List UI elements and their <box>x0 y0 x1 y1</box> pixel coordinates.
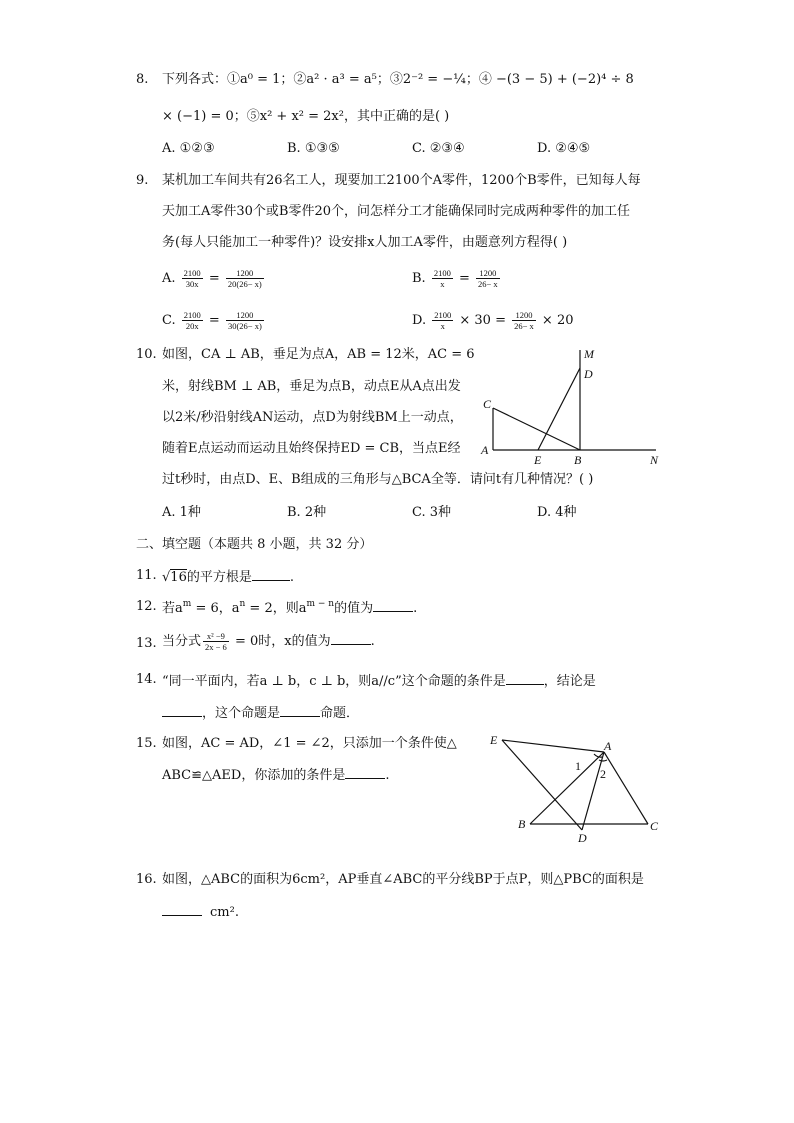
q10-line5: 过t秒时，由点D、E、B组成的三角形与△BCA全等．请问t有几种情况？( ) <box>162 472 594 487</box>
denominator: 2x − 6 <box>205 642 227 652</box>
label-c: C <box>483 397 492 411</box>
segment-ad <box>582 752 604 830</box>
q12-part-b: = 6，a <box>191 601 240 616</box>
q16-number: 16. <box>136 872 157 887</box>
numerator: 2100 <box>183 268 201 278</box>
fraction <box>182 268 203 289</box>
q16-line1: 如图，△ABC的面积为6cm²，AP垂直∠ABC的平分线BP于点P，则△PBC的面积是 <box>162 872 644 887</box>
answer-blank[interactable] <box>331 630 371 645</box>
fraction <box>476 268 500 289</box>
q12-end: . <box>413 601 418 616</box>
denominator: 30(26− x) <box>227 321 262 331</box>
operator: = <box>208 313 220 328</box>
q14-part-b: ，结论是 <box>543 674 596 689</box>
q10-line1: 如图，CA ⊥ AB，垂足为点A，AB = 12米，AC = 6 <box>162 347 475 362</box>
answer-blank-conclusion[interactable] <box>162 702 202 717</box>
option-label: D. <box>412 313 427 328</box>
q10-option-b[interactable]: B. 2种 <box>287 505 327 520</box>
answer-blank[interactable] <box>373 597 413 612</box>
q10-line2: 米，射线BM ⊥ AB，垂足为点B，动点E从A点出发 <box>162 379 461 394</box>
q14-line2 <box>162 702 359 724</box>
q9-option-d[interactable] <box>412 310 574 331</box>
q15-end: . <box>385 768 390 783</box>
q8-option-b[interactable]: B. ①③⑤ <box>287 141 340 156</box>
numerator: 1200 <box>226 310 264 321</box>
q9-line1: 某机加工车间共有26名工人，现要加工2100个A零件，1200个B零件，已知每人每 <box>162 173 641 188</box>
q12-part-a: 若a <box>162 601 183 616</box>
q13-part-a: 当分式 <box>162 634 202 649</box>
operator-tail: × 20 <box>541 313 574 328</box>
operator: = <box>208 271 220 286</box>
q11-text <box>162 566 294 588</box>
section-title: 二、填空题（本题共 8 小题，共 32 分） <box>136 537 373 552</box>
numerator: x² −9 <box>203 631 229 642</box>
answer-blank[interactable] <box>162 901 202 916</box>
segment-ea <box>502 740 604 752</box>
q8-line1: 下列各式：①a⁰ = 1；②a² · a³ = a⁵；③2⁻² = −¼；④ −(3 − 5) + (−2)⁴ ÷ 8 <box>162 72 634 87</box>
label-a: A <box>481 443 489 457</box>
q10-option-d[interactable]: D. 4种 <box>537 505 577 520</box>
q9-option-c[interactable] <box>162 310 266 331</box>
q9-number: 9. <box>136 173 149 188</box>
angle-mark-2 <box>599 760 607 761</box>
q8-line2: × (−1) = 0；⑤x² + x² = 2x²，其中正确的是( ) <box>162 109 450 124</box>
q9-option-a[interactable] <box>162 268 266 289</box>
label-angle-2: 2 <box>600 767 606 781</box>
q13-part-b: = 0时，x的值为 <box>230 634 331 649</box>
q14-line1 <box>162 670 596 692</box>
denominator: 20(26− x) <box>227 279 262 289</box>
numerator: 2100 <box>433 268 451 278</box>
q8-option-a[interactable]: A. ①②③ <box>162 141 215 156</box>
numerator: 2100 <box>183 310 201 320</box>
numerator: 1200 <box>512 310 536 321</box>
label-e: E <box>534 453 542 467</box>
label-angle-1: 1 <box>575 759 581 773</box>
q15-number: 15. <box>136 736 157 751</box>
q8-number: 8. <box>136 72 149 87</box>
option-label: C. <box>162 313 176 328</box>
q10-option-c[interactable]: C. 3种 <box>412 505 452 520</box>
exponent-m-minus-n: m − n <box>306 599 335 609</box>
q11-end: . <box>289 570 294 585</box>
q13-number: 13. <box>136 636 157 651</box>
q13-end: . <box>370 634 375 649</box>
q8-option-c[interactable]: C. ②③④ <box>412 141 465 156</box>
answer-blank[interactable] <box>345 764 385 779</box>
fraction <box>512 310 536 331</box>
q15-figure <box>486 730 666 848</box>
answer-blank-type[interactable] <box>280 702 320 717</box>
numerator: 2100 <box>434 310 452 320</box>
q11-body: 的平方根是 <box>186 570 252 585</box>
fraction <box>182 310 203 331</box>
label-n: N <box>650 453 659 467</box>
option-label: B. <box>412 271 426 286</box>
q12-part-c: = 2，则a <box>245 601 307 616</box>
q10-line3: 以2米/秒沿射线AN运动，点D为射线BM上一动点， <box>162 410 463 425</box>
label-b: B <box>574 453 582 467</box>
label-a: A <box>604 739 612 753</box>
q8-option-d[interactable]: D. ②④⑤ <box>537 141 591 156</box>
fraction <box>203 631 229 652</box>
denominator: 26− x <box>478 279 498 289</box>
denominator: 30x <box>185 279 199 289</box>
fraction <box>432 268 453 289</box>
answer-blank-condition[interactable] <box>506 670 544 685</box>
q9-line2: 天加工A零件30个或B零件20个，问怎样分工才能确保同时完成两种零件的加工任 <box>162 204 631 219</box>
numerator: 1200 <box>476 268 500 279</box>
q9-option-b[interactable] <box>412 268 502 289</box>
q12-part-d: 的值为 <box>334 601 374 616</box>
q10-number: 10. <box>136 347 157 362</box>
q9-line3: 务(每人只能加工一种零件)？设安排x人加工A零件，由题意列方程得( ) <box>162 235 568 250</box>
q15-line1: 如图，AC = AD，∠1 = ∠2，只添加一个条件使△ <box>162 736 457 751</box>
label-c: C <box>650 819 659 833</box>
q15-part-a: ABC≌△AED，你添加的条件是 <box>162 768 346 783</box>
numerator: 1200 <box>226 268 264 279</box>
q12-number: 12. <box>136 599 157 614</box>
exponent-m: m <box>182 599 192 609</box>
fraction <box>226 310 264 331</box>
option-label: A. <box>162 271 176 286</box>
label-d: D <box>584 367 593 381</box>
segment-ed <box>538 368 580 450</box>
denominator: 20x <box>185 321 199 331</box>
sqrt-sign: √ <box>162 570 171 585</box>
q16-unit: cm². <box>210 905 239 920</box>
q10-option-a[interactable]: A. 1种 <box>162 505 201 520</box>
label-m: M <box>584 347 594 361</box>
denominator: 26− x <box>514 321 534 331</box>
q16-line2 <box>162 901 239 923</box>
q14-part-a: “同一平面内，若a ⊥ b，c ⊥ b，则a//c”这个命题的条件是 <box>162 674 506 689</box>
label-d: D <box>578 831 587 845</box>
q11-number: 11. <box>136 568 157 583</box>
q12-text <box>162 597 417 619</box>
segment-cb <box>493 408 580 450</box>
operator: × 30 = <box>459 313 506 328</box>
q14-number: 14. <box>136 672 157 687</box>
denominator: x <box>440 321 445 331</box>
fraction <box>226 268 264 289</box>
q13-text <box>162 628 375 656</box>
operator: = <box>458 271 470 286</box>
segment-ac <box>604 752 648 824</box>
fraction <box>432 310 453 331</box>
answer-blank[interactable] <box>252 566 290 581</box>
denominator: x <box>440 279 445 289</box>
exponent-n: n <box>239 599 246 609</box>
radicand: 16 <box>170 570 187 585</box>
label-b: B <box>518 817 526 831</box>
q14-part-d: 命题． <box>320 706 360 721</box>
q10-figure <box>478 344 678 470</box>
q15-line2 <box>162 764 389 786</box>
q10-line4: 随着E点运动而运动且始终保持ED = CB，当点E经 <box>162 441 461 456</box>
label-e: E <box>490 733 498 747</box>
q14-part-c: ，这个命题是 <box>202 706 281 721</box>
